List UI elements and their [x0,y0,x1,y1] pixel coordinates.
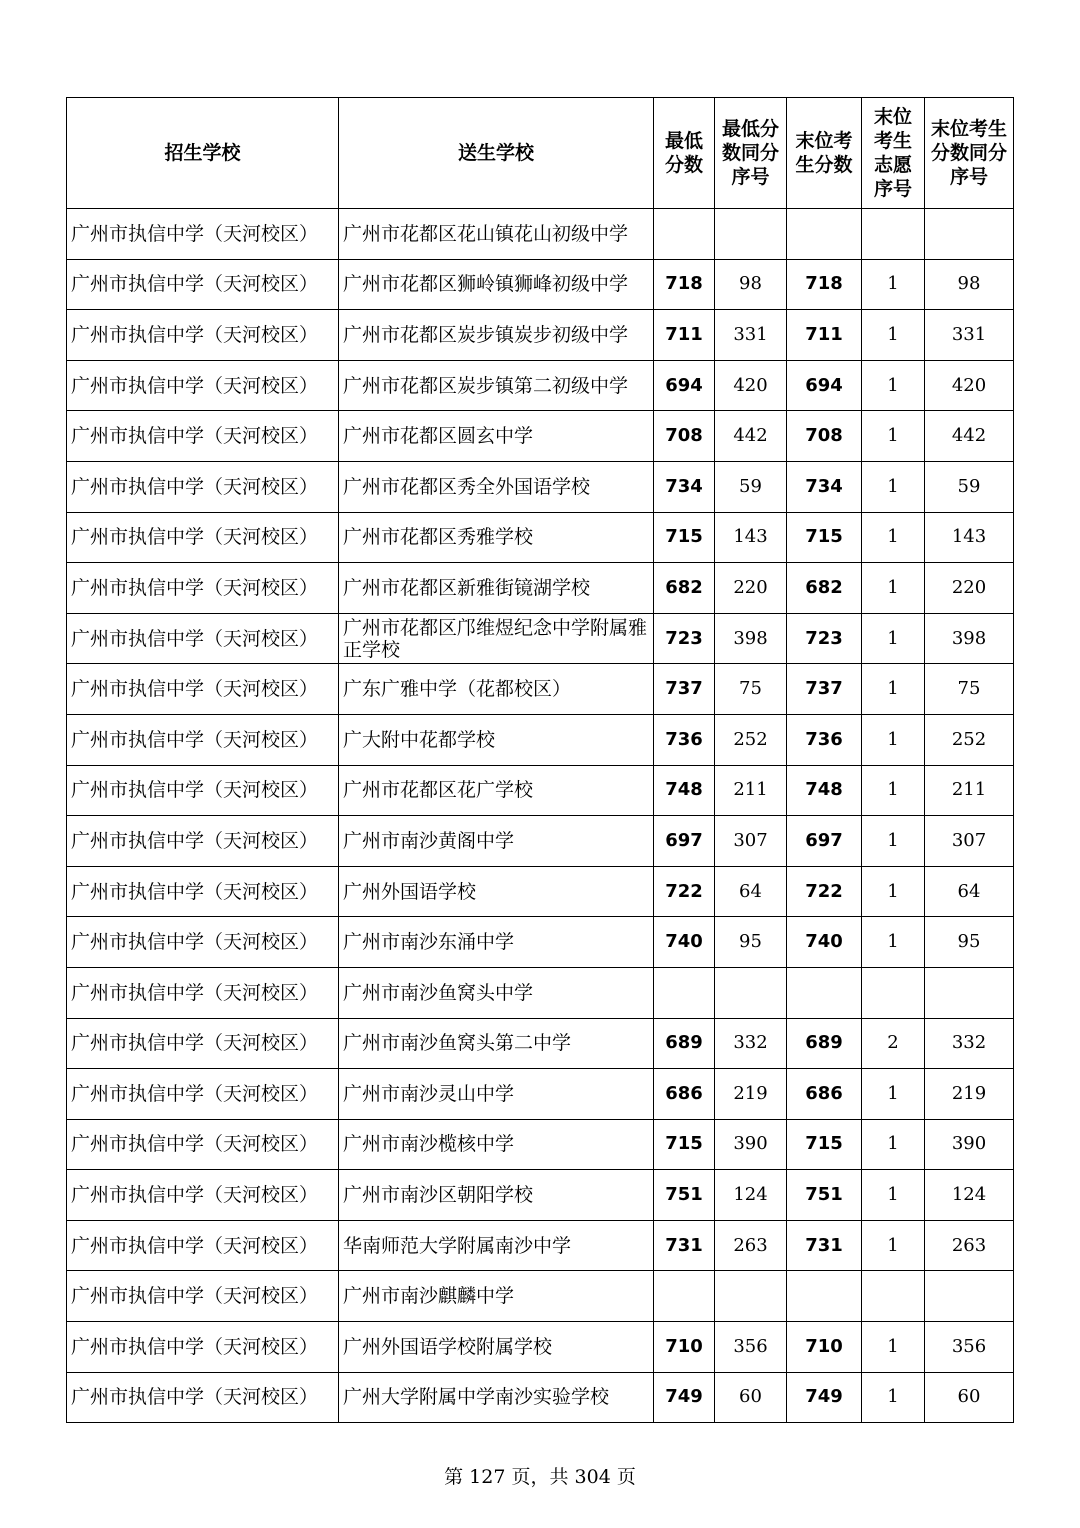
cell-last-choice: 1 [862,1322,925,1373]
cell-last-score-rank: 124 [925,1170,1014,1221]
cell-recruit-school: 广州市执信中学（天河校区） [67,1372,339,1423]
cell-min-score-rank: 331 [715,310,787,361]
cell-last-choice: 1 [862,1372,925,1423]
cell-last-score-rank: 442 [925,411,1014,462]
table-row [67,967,1014,1018]
cell-min-score-rank: 98 [715,259,787,310]
cell-min-score: 708 [654,411,715,462]
table-row [67,1220,1014,1271]
table-row [67,714,1014,765]
cell-min-score: 694 [654,360,715,411]
cell-last-choice: 1 [862,512,925,563]
cell-min-score: 682 [654,563,715,614]
cell-last-choice: 1 [862,765,925,816]
cell-last-choice: 1 [862,917,925,968]
cell-min-score-rank [715,967,787,1018]
cell-min-score-rank: 263 [715,1220,787,1271]
cell-recruit-school: 广州市执信中学（天河校区） [67,209,339,260]
cell-min-score-rank: 64 [715,866,787,917]
cell-last-score: 689 [787,1018,862,1069]
cell-recruit-school: 广州市执信中学（天河校区） [67,765,339,816]
cell-last-choice: 1 [862,714,925,765]
cell-last-score-rank: 59 [925,461,1014,512]
cell-recruit-school: 广州市执信中学（天河校区） [67,866,339,917]
page-footer: 第 127 页，共 304 页 [444,1466,636,1488]
cell-min-score-rank [715,209,787,260]
table-row [67,613,1014,664]
header-min-score: 最低 分数 [654,98,715,209]
table-row [67,664,1014,715]
cell-sender-school: 广州市花都区炭步镇第二初级中学 [339,360,654,411]
cell-min-score-rank: 219 [715,1069,787,1120]
cell-last-choice: 1 [862,1069,925,1120]
cell-min-score-rank: 332 [715,1018,787,1069]
cell-sender-school: 广州市花都区秀全外国语学校 [339,461,654,512]
cell-min-score: 736 [654,714,715,765]
cell-last-choice [862,967,925,1018]
table-header [67,98,1014,209]
header-last-choice: 末位 考生 志愿 序号 [862,98,925,209]
cell-recruit-school: 广州市执信中学（天河校区） [67,1069,339,1120]
cell-last-choice: 2 [862,1018,925,1069]
cell-last-score-rank: 263 [925,1220,1014,1271]
cell-last-score: 751 [787,1170,862,1221]
cell-recruit-school: 广州市执信中学（天河校区） [67,259,339,310]
cell-min-score-rank: 442 [715,411,787,462]
cell-sender-school: 广州市南沙鱼窝头中学 [339,967,654,1018]
cell-min-score [654,209,715,260]
cell-sender-school: 广州市花都区圆玄中学 [339,411,654,462]
cell-min-score-rank: 211 [715,765,787,816]
cell-recruit-school: 广州市执信中学（天河校区） [67,1271,339,1322]
cell-sender-school: 广州市南沙鱼窝头第二中学 [339,1018,654,1069]
table-row [67,1271,1014,1322]
cell-last-score-rank: 219 [925,1069,1014,1120]
cell-sender-school: 广州外国语学校 [339,866,654,917]
table-row [67,765,1014,816]
cell-sender-school: 广州市南沙榄核中学 [339,1119,654,1170]
table-row [67,1069,1014,1120]
cell-min-score [654,1271,715,1322]
cell-min-score: 740 [654,917,715,968]
table-row [67,1170,1014,1221]
cell-last-choice: 1 [862,1170,925,1221]
cell-recruit-school: 广州市执信中学（天河校区） [67,411,339,462]
cell-min-score-rank: 143 [715,512,787,563]
cell-last-score-rank: 420 [925,360,1014,411]
cell-recruit-school: 广州市执信中学（天河校区） [67,1220,339,1271]
cell-min-score: 737 [654,664,715,715]
cell-last-choice [862,1271,925,1322]
cell-last-score-rank [925,967,1014,1018]
cell-recruit-school: 广州市执信中学（天河校区） [67,664,339,715]
cell-last-choice: 1 [862,310,925,361]
table-row [67,411,1014,462]
cell-last-score-rank: 307 [925,816,1014,867]
cell-min-score: 748 [654,765,715,816]
cell-last-score: 708 [787,411,862,462]
admission-table [66,97,1014,1423]
cell-last-score: 686 [787,1069,862,1120]
table-row [67,917,1014,968]
cell-last-score: 740 [787,917,862,968]
table-row [67,866,1014,917]
cell-last-choice: 1 [862,259,925,310]
cell-last-score: 723 [787,613,862,664]
cell-last-score: 749 [787,1372,862,1423]
cell-last-score: 697 [787,816,862,867]
cell-min-score: 718 [654,259,715,310]
cell-last-choice: 1 [862,563,925,614]
cell-sender-school: 广州市南沙区朝阳学校 [339,1170,654,1221]
cell-recruit-school: 广州市执信中学（天河校区） [67,1170,339,1221]
cell-sender-school: 广州市花都区邝维煜纪念中学附属雅正学校 [339,613,654,664]
cell-sender-school: 广州市花都区秀雅学校 [339,512,654,563]
cell-min-score-rank: 398 [715,613,787,664]
cell-last-choice: 1 [862,461,925,512]
cell-last-score-rank: 75 [925,664,1014,715]
cell-last-score-rank: 356 [925,1322,1014,1373]
cell-sender-school: 广州外国语学校附属学校 [339,1322,654,1373]
cell-min-score-rank [715,1271,787,1322]
cell-last-score: 715 [787,1119,862,1170]
cell-recruit-school: 广州市执信中学（天河校区） [67,917,339,968]
table-row [67,1322,1014,1373]
cell-min-score-rank: 95 [715,917,787,968]
cell-sender-school: 广州市南沙灵山中学 [339,1069,654,1120]
cell-sender-school: 广州市花都区花广学校 [339,765,654,816]
table-row [67,1018,1014,1069]
table-row [67,360,1014,411]
cell-min-score: 710 [654,1322,715,1373]
cell-min-score-rank: 390 [715,1119,787,1170]
cell-last-score: 694 [787,360,862,411]
cell-last-score: 734 [787,461,862,512]
cell-last-score-rank: 211 [925,765,1014,816]
table-row [67,310,1014,361]
table-row [67,563,1014,614]
cell-min-score: 751 [654,1170,715,1221]
cell-last-score-rank: 64 [925,866,1014,917]
cell-recruit-school: 广州市执信中学（天河校区） [67,1119,339,1170]
cell-recruit-school: 广州市执信中学（天河校区） [67,1322,339,1373]
cell-last-score: 718 [787,259,862,310]
cell-min-score: 686 [654,1069,715,1120]
cell-min-score: 697 [654,816,715,867]
cell-sender-school: 广州市花都区狮岭镇狮峰初级中学 [339,259,654,310]
header-last-score-rank: 末位考生 分数同分 序号 [925,98,1014,209]
cell-min-score: 731 [654,1220,715,1271]
cell-last-choice: 1 [862,613,925,664]
table-row [67,1372,1014,1423]
cell-min-score-rank: 220 [715,563,787,614]
cell-last-score: 731 [787,1220,862,1271]
cell-last-score [787,1271,862,1322]
cell-recruit-school: 广州市执信中学（天河校区） [67,613,339,664]
cell-last-choice: 1 [862,866,925,917]
cell-last-score-rank [925,1271,1014,1322]
table-body [67,209,1014,1423]
cell-last-score [787,209,862,260]
cell-last-score: 737 [787,664,862,715]
cell-sender-school: 华南师范大学附属南沙中学 [339,1220,654,1271]
cell-last-score: 710 [787,1322,862,1373]
cell-sender-school: 广州市南沙东涌中学 [339,917,654,968]
cell-last-score: 715 [787,512,862,563]
cell-min-score: 723 [654,613,715,664]
cell-recruit-school: 广州市执信中学（天河校区） [67,714,339,765]
cell-min-score: 734 [654,461,715,512]
header-sender-school: 送生学校 [339,98,654,209]
cell-recruit-school: 广州市执信中学（天河校区） [67,563,339,614]
cell-last-score-rank: 332 [925,1018,1014,1069]
cell-last-choice: 1 [862,411,925,462]
table-row [67,259,1014,310]
cell-min-score: 711 [654,310,715,361]
cell-recruit-school: 广州市执信中学（天河校区） [67,967,339,1018]
cell-min-score [654,967,715,1018]
cell-last-choice [862,209,925,260]
header-row [67,98,1014,209]
cell-min-score: 689 [654,1018,715,1069]
table-row [67,209,1014,260]
cell-min-score-rank: 59 [715,461,787,512]
cell-last-score-rank: 60 [925,1372,1014,1423]
cell-sender-school: 广大附中花都学校 [339,714,654,765]
cell-recruit-school: 广州市执信中学（天河校区） [67,310,339,361]
cell-min-score-rank: 420 [715,360,787,411]
cell-sender-school: 广州市南沙黄阁中学 [339,816,654,867]
cell-last-score [787,967,862,1018]
cell-last-score-rank [925,209,1014,260]
header-last-score: 末位考 生分数 [787,98,862,209]
cell-last-score-rank: 98 [925,259,1014,310]
cell-min-score-rank: 60 [715,1372,787,1423]
cell-recruit-school: 广州市执信中学（天河校区） [67,816,339,867]
cell-last-choice: 1 [862,664,925,715]
table-row [67,816,1014,867]
cell-sender-school: 广州市花都区炭步镇炭步初级中学 [339,310,654,361]
admission-table-container [66,97,1013,1423]
cell-last-score-rank: 390 [925,1119,1014,1170]
cell-last-score: 711 [787,310,862,361]
cell-min-score: 749 [654,1372,715,1423]
cell-sender-school: 广州市花都区新雅街镜湖学校 [339,563,654,614]
header-recruit-school: 招生学校 [67,98,339,209]
cell-last-score-rank: 398 [925,613,1014,664]
cell-recruit-school: 广州市执信中学（天河校区） [67,1018,339,1069]
cell-min-score-rank: 75 [715,664,787,715]
cell-recruit-school: 广州市执信中学（天河校区） [67,461,339,512]
cell-last-score-rank: 95 [925,917,1014,968]
cell-last-score-rank: 220 [925,563,1014,614]
cell-min-score: 722 [654,866,715,917]
cell-recruit-school: 广州市执信中学（天河校区） [67,512,339,563]
table-row [67,461,1014,512]
cell-last-choice: 1 [862,1220,925,1271]
cell-last-score: 682 [787,563,862,614]
cell-min-score-rank: 124 [715,1170,787,1221]
header-min-score-rank: 最低分 数同分 序号 [715,98,787,209]
cell-min-score-rank: 356 [715,1322,787,1373]
cell-min-score: 715 [654,512,715,563]
cell-last-choice: 1 [862,360,925,411]
cell-sender-school: 广州市花都区花山镇花山初级中学 [339,209,654,260]
cell-sender-school: 广州大学附属中学南沙实验学校 [339,1372,654,1423]
cell-min-score-rank: 252 [715,714,787,765]
cell-last-choice: 1 [862,816,925,867]
cell-last-choice: 1 [862,1119,925,1170]
cell-min-score-rank: 307 [715,816,787,867]
table-row [67,512,1014,563]
cell-sender-school: 广东广雅中学（花都校区） [339,664,654,715]
cell-last-score: 748 [787,765,862,816]
cell-last-score: 722 [787,866,862,917]
cell-last-score-rank: 331 [925,310,1014,361]
cell-recruit-school: 广州市执信中学（天河校区） [67,360,339,411]
table-row [67,1119,1014,1170]
cell-sender-school: 广州市南沙麒麟中学 [339,1271,654,1322]
cell-last-score: 736 [787,714,862,765]
cell-min-score: 715 [654,1119,715,1170]
cell-last-score-rank: 252 [925,714,1014,765]
cell-last-score-rank: 143 [925,512,1014,563]
